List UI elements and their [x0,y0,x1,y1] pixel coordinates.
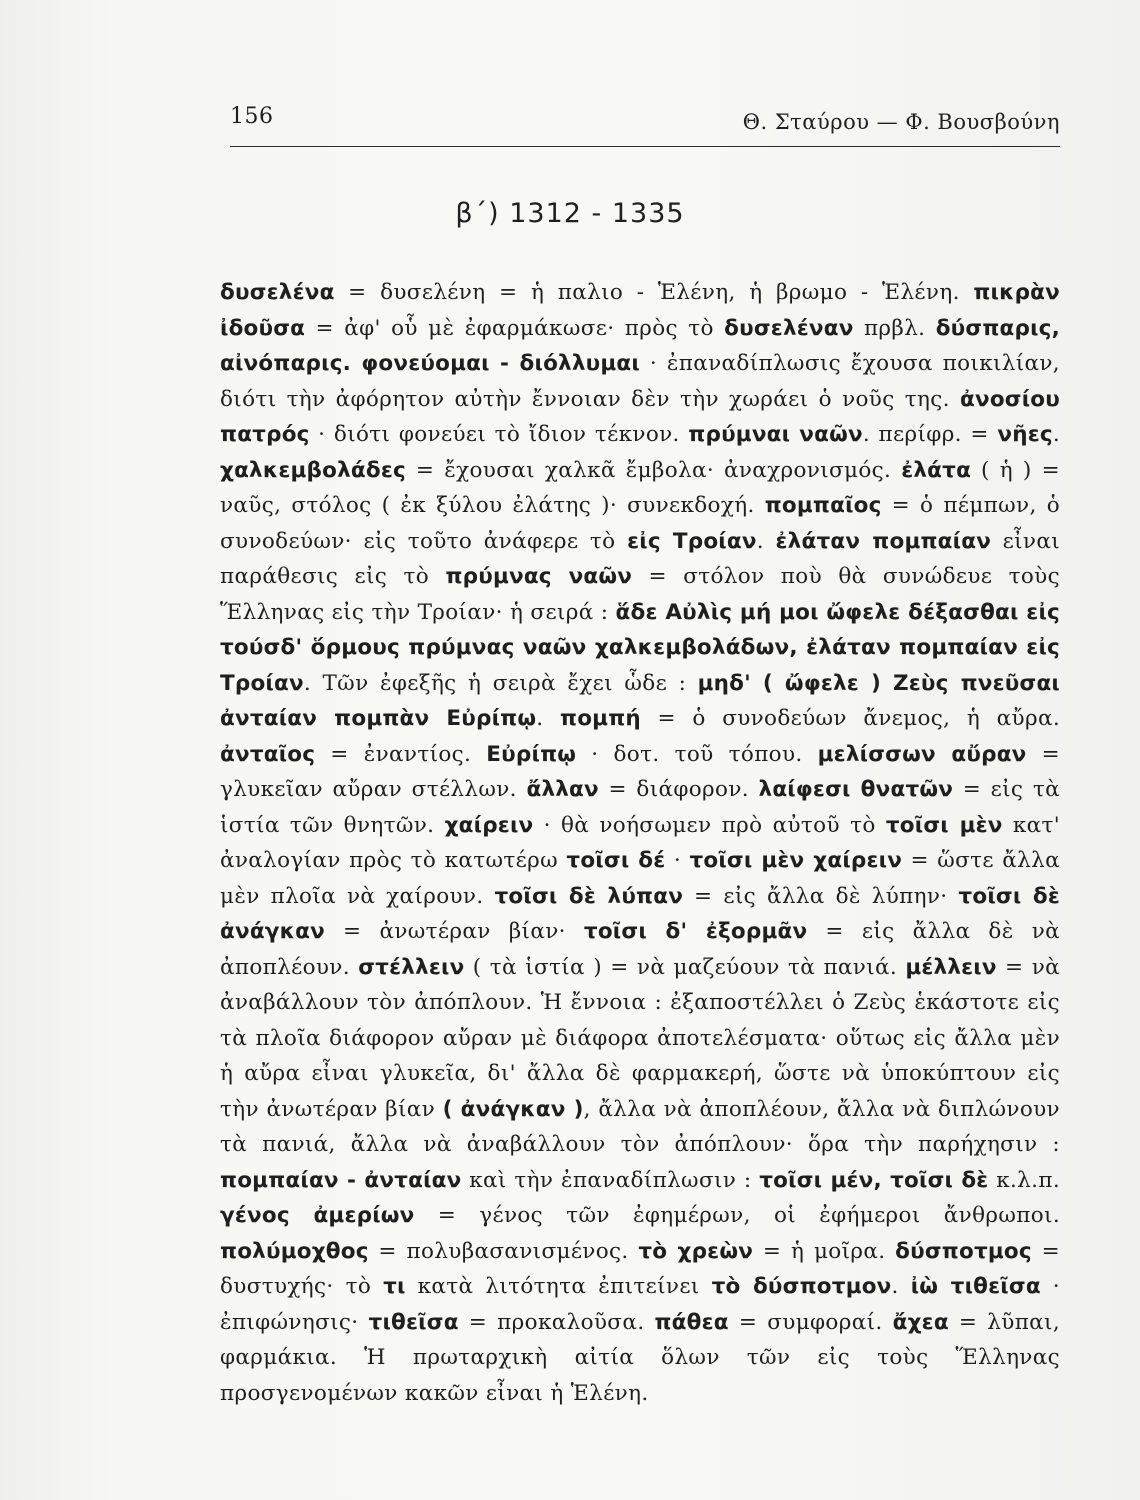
commentary-text: καὶ τὴν ἐπαναδίπλωσιν : [461,1167,760,1193]
lemma-term: στέλλειν [358,954,465,980]
commentary-text: . [891,1274,911,1299]
commentary-text: ( ἡ ) = ναῦς, στόλος ( ἐκ ξύλου ἐλάτης )· συνεκδοχή. [220,457,1060,518]
lemma-term: ἀνοσίου πατρός [220,386,1060,447]
commentary-text: = διάφορον. [598,777,759,802]
lemma-term: τοῖσι μέν, τοῖσι δὲ [759,1167,989,1193]
lemma-term: γένος ἀμερίων [220,1203,415,1228]
commentary-text: = δυσελένη = ἡ παλιο - Ἑλένη, ἡ βρωμο - Ἑλένη. [334,280,974,305]
commentary-paragraph [220,275,1060,1411]
commentary-text: = ἐναντίος. [315,741,487,767]
commentary-text: · [665,848,690,873]
lemma-term: δύσπαρις, αἰνόπαρις. φονεύομαι - διόλλυμαι [220,315,1060,376]
commentary-text: κατὰ λιτότητα ἐπιτείνει [405,1274,712,1299]
commentary-text: = δυστυχής· τὸ [220,1238,1060,1299]
lemma-term: μελίσσων αὔραν [817,741,1027,767]
lemma-term: τὸ δύσποτμον [711,1274,892,1299]
lemma-term: τοῖσι δὲ λύπαν [494,883,684,909]
lemma-term: δυσελέναν [724,315,854,341]
commentary-text: = ἡ μοῖρα. [753,1238,896,1264]
lemma-term: τοῖσι δὲ ἀνάγκαν [220,883,1061,944]
lemma-term: ἄχεα [892,1309,949,1335]
lemma-term: δυσελένα [220,280,335,305]
lemma-term: χαλκεμβολάδες [220,457,406,483]
lemma-term: ( ἀνάγκαν ) [442,1096,584,1122]
lemma-term: τοῖσι δ' ἐξορμᾶν [583,919,808,944]
commentary-text: = εἰς ἄλλα δὲ νὰ ἀποπλέουν. [220,919,1061,980]
lemma-term: λαίφεσι θνατῶν [758,777,954,802]
commentary-text: = νὰ ἀναβάλλουν τὸν ἀπόπλουν. Ἡ ἔννοια : ἐξαποστέλλει ὁ Ζεὺς ἑκάστοτε εἰς τὰ πλοῖα διάφορον αὔραν μὲ διάφορα ἀποτελέσματα· οὕτως εἰς ἄλλα μὲν ἡ αὔρα εἶναι γλυκεῖα, δι' ἄλλα δὲ φαρμακερή, ὥστε νὰ ὑποκύπτουν εἰς τὴν ἀνωτέραν βίαν [220,954,1060,1122]
lemma-term: Εὐρίπῳ [486,741,577,767]
section-title: β΄) 1312 - 1335 [455,198,685,229]
lemma-term: τοῖσι μὲν [885,812,1003,838]
commentary-text: = εἰς τὰ ἱστία τῶν θνητῶν. [220,777,1061,838]
lemma-term: πομπαίαν - ἀνταίαν [220,1167,462,1193]
commentary-text: = ἀνωτέραν βίαν· [324,919,584,944]
lemma-term: πρύμναι ναῶν [688,422,863,447]
commentary-text: . περίφρ. = [862,422,998,447]
commentary-text: ( τὰ ἱστία ) = νὰ μαζεύουν τὰ πανιά. [464,954,906,980]
lemma-term: ἐλάταν πομπαίαν [775,528,992,554]
lemma-term: μηδ' ( ὤφελε ) Ζεὺς πνεῦσαι ἀνταίαν πομπὰν Εὐρίπῳ [220,670,1061,731]
lemma-term: πάθεα [654,1309,729,1335]
lemma-term: μέλλειν [905,954,997,980]
lemma-term: ἐλάτα [901,457,972,483]
lemma-term: νῆες [997,422,1053,447]
commentary-text: = προκαλοῦσα. [458,1309,655,1335]
commentary-text: κ.λ.π. [988,1167,1060,1193]
page-number: 156 [230,104,274,129]
commentary-text: = ὁ συνοδεύων ἄνεμος, ἡ αὔρα. [640,706,1060,731]
lemma-term: τοῖσι δέ [566,848,666,873]
commentary-text: = συμφοραί. [728,1309,893,1335]
commentary-text: , ἄλλα νὰ ἀποπλέουν, ἄλλα νὰ διπλώνουν τὰ πανιά, ἄλλα νὰ ἀναβάλλουν τὸν ἀπόπλουν· ὅρα τὴν παρήχησιν : [220,1096,1060,1157]
lemma-term: χαίρειν [444,812,534,838]
lemma-term: τι [383,1274,406,1299]
commentary-text: · ἐπαναδίπλωσις ἔχουσα ποικιλίαν, διότι τὴν ἀφόρητον αὐτὴν ἔννοιαν δὲν τὴν χωράει ὁ νοῦς της. [220,351,1060,412]
lemma-term: τὸ χρεὼν [638,1238,754,1264]
commentary-text: · θὰ νοήσωμεν πρὸ αὐτοῦ τὸ [533,812,886,838]
commentary-text: · δοτ. τοῦ τόπου. [576,741,818,767]
commentary-text: = ἀφ' οὗ μὲ ἐφαρμάκωσε· πρὸς τὸ [305,315,725,341]
lemma-term: δύσποτμος [895,1238,1032,1264]
lemma-term: ἅδε Αὐλὶς μή μοι ὤφελε δέξασθαι εἰς τούσδ' ὅρμους πρύμνας ναῶν χαλκεμβολάδων, ἐλάταν πομπαίαν εἰς Τροίαν [220,599,1060,696]
lemma-term: πρύμνας ναῶν [445,564,633,589]
commentary-text: . Τῶν ἐφεξῆς ἡ σειρὰ ἔχει ὧδε : [303,670,698,696]
lemma-term: ἀνταῖος [220,741,316,767]
commentary-text: = ὥστε ἄλλα μὲν πλοῖα νὰ χαίρουν. [220,848,1061,909]
commentary-text: = πολυβασανισμένος. [368,1238,639,1264]
lemma-term: ἰὼ τιθεῖσα [910,1274,1041,1299]
lemma-term: πικρὰν ἰδοῦσα [220,280,1060,341]
lemma-term: πολύμοχθος [220,1238,369,1264]
commentary-text: . [756,528,776,554]
lemma-term: τιθεῖσα [368,1309,459,1335]
commentary-text: · διότι φονεύει τὸ ἴδιον τέκνον. [309,422,689,447]
commentary-text: κατ' ἀναλογίαν πρὸς τὸ κατωτέρω [220,812,1060,873]
lemma-term: πομπαῖος [764,493,882,518]
commentary-text: = ὁ πέμπων, ὁ συνοδεύων· εἰς τοῦτο ἀνάφερε τὸ [220,493,1060,554]
lemma-term: τοῖσι μὲν χαίρειν [689,848,903,873]
commentary-text: . [536,706,560,731]
commentary-text: = στόλον ποὺ θὰ συνώδευε τοὺς Ἕλληνας εἰς τὴν Τροίαν· ἡ σειρά : [220,564,1060,625]
commentary-text: = γλυκεῖαν αὔραν στέλλων. [220,741,1060,802]
lemma-term: εἰς Τροίαν [627,528,757,554]
commentary-text: = λῦπαι, φαρμάκια. Ἡ πρωταρχικὴ αἰτία ὅλων τῶν εἰς τοὺς Ἕλληνας προσγενομένων κακῶν εἶναι ἡ Ἑλένη. [220,1309,1061,1406]
commentary-text: · ἐπιφώνησις· [220,1274,1060,1335]
page-header [230,98,1060,147]
lemma-term: πομπή [560,706,641,731]
commentary-text: = ἔχουσαι χαλκᾶ ἔμβολα· ἀναχρονισμός. [405,457,902,483]
running-head: Θ. Σταύρου — Φ. Βουσβούνη [742,110,1060,134]
lemma-term: ἄλλαν [526,777,599,802]
commentary-text: . [1052,422,1060,447]
commentary-text: πρβλ. [853,315,936,341]
commentary-text: = εἰς ἄλλα δὲ λύπην· [683,883,959,909]
commentary-text: = γένος τῶν ἐφημέρων, οἱ ἐφήμεροι ἄνθρωποι. [414,1203,1060,1228]
commentary-text: εἶναι παράθεσις εἰς τὸ [220,528,1061,589]
